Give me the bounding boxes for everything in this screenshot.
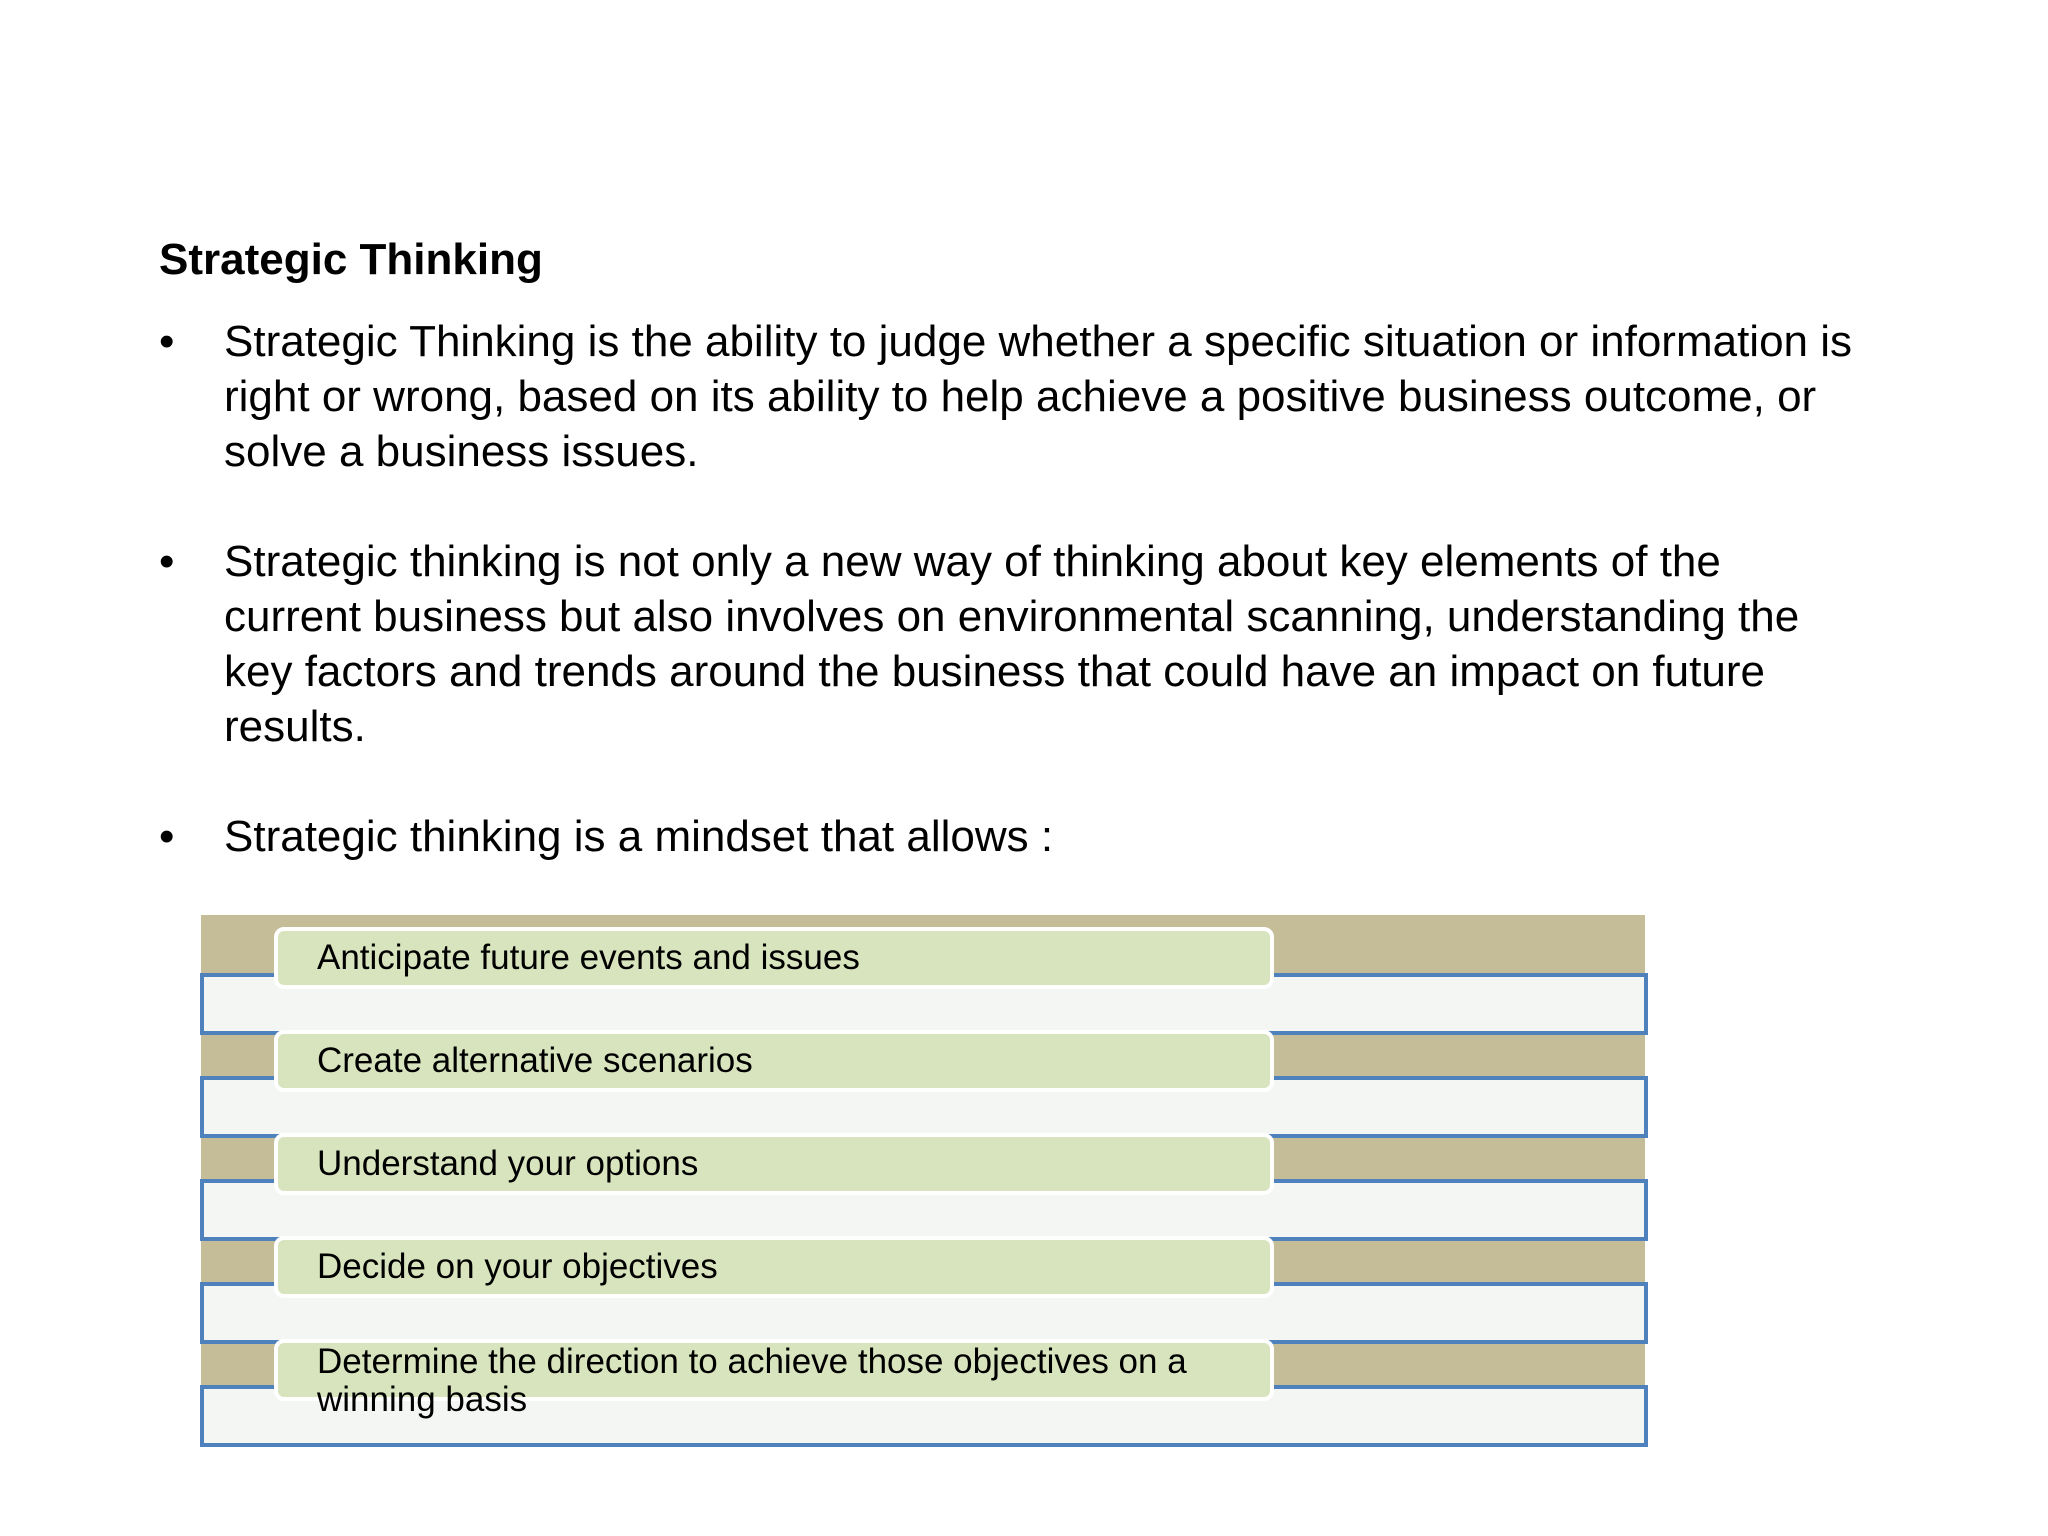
bullet-item [159, 534, 1859, 754]
bullet-dot-icon: • [159, 537, 175, 586]
bullet-text: Strategic Thinking is the ability to judge whether a specific situation or information is right or wrong, based on its ability to help achieve a positive business outcome, or solve a business issues. [224, 317, 1853, 476]
bullet-dot-icon: • [159, 317, 175, 366]
diagram-row [201, 1030, 1645, 1134]
diagram-row [201, 1339, 1645, 1443]
bullet-item [159, 809, 1859, 864]
bullet-dot-icon: • [159, 812, 175, 861]
stacked-list-diagram [201, 915, 1645, 1443]
bullet-item [159, 314, 1859, 479]
diagram-row [201, 1133, 1645, 1237]
bullet-text: Strategic thinking is not only a new way of thinking about key elements of the current business but also involves on environmental scanning, understanding the key factors and trends around the business that could have an impact on future results. [224, 537, 1800, 751]
diagram-item-label: Determine the direction to achieve those objectives on a winning basis [274, 1339, 1274, 1401]
bullet-text: Strategic thinking is a mindset that allows : [224, 812, 1054, 861]
diagram-row [201, 927, 1645, 1031]
diagram-item-label: Anticipate future events and issues [274, 927, 1274, 989]
diagram-item-label: Understand your options [274, 1133, 1274, 1195]
diagram-item-label: Decide on your objectives [274, 1236, 1274, 1298]
slide-title: Strategic Thinking [159, 235, 543, 284]
diagram-row [201, 1236, 1645, 1340]
bullet-list [159, 314, 1859, 919]
diagram-item-label: Create alternative scenarios [274, 1030, 1274, 1092]
